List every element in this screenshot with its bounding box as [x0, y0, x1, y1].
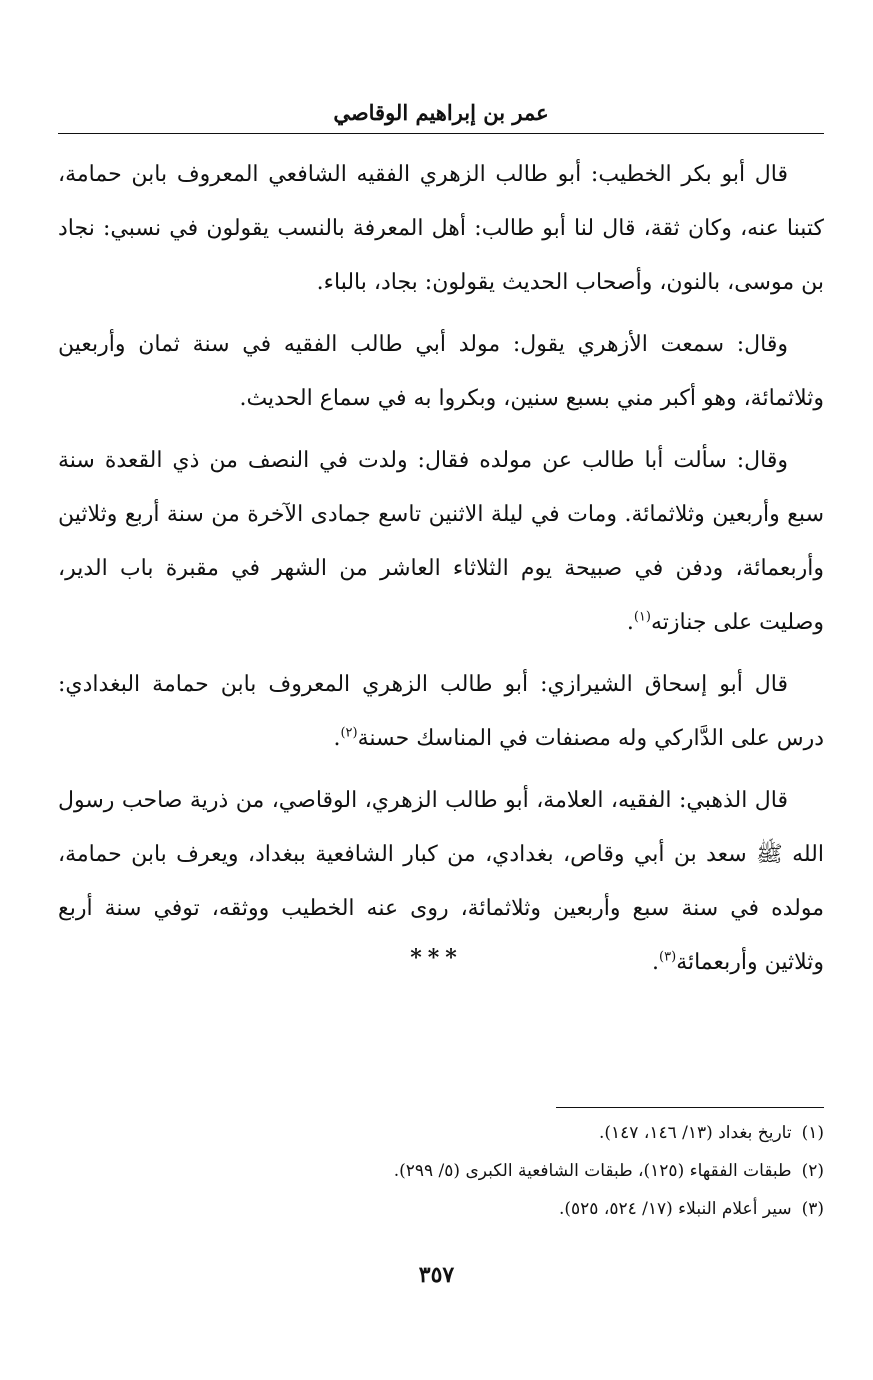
footnotes: [58, 1116, 824, 1230]
footnote-text: سير أعلام النبلاء (١٧/ ٥٢٤، ٥٢٥).: [558, 1199, 792, 1219]
header-rule: [58, 133, 824, 134]
paragraph-shirazi: [58, 658, 824, 766]
footnote-2: [58, 1154, 824, 1188]
paragraph-khatib: [58, 148, 824, 310]
paragraph-birth-death: [58, 434, 824, 650]
footnote-1: [58, 1116, 824, 1150]
footnote-number: (١): [801, 1123, 824, 1143]
footnote-number: (٢): [801, 1161, 824, 1181]
body-text: [58, 148, 824, 998]
footnote-3: [58, 1192, 824, 1226]
footnote-number: (٣): [801, 1199, 824, 1219]
paragraph-azhari: [58, 318, 824, 426]
footnote-reference-1[interactable]: (١): [633, 609, 651, 625]
paragraph-text: قال أبو إسحاق الشيرازي: أبو طالب الزهري المعروف بابن حمامة البغدادي: درس على الدَّاركي وله مصنفات في المناسك حسنة: [58, 672, 824, 751]
paragraph-tail: .: [626, 610, 634, 635]
paragraph-text: قال الذهبي: الفقيه، العلامة، أبو طالب الزهري، الوقاصي، من ذرية صاحب رسول الله ﷺ سعد بن أبي وقاص، بغدادي، من كبار الشافعية ببغداد، ويعرف بابن حمامة، مولده في سنة سبع وأربعين وثلاثمائة، روى عنه الخطيب ووثقه، توفي سنة أربع وثلاثين وأربعمائة: [58, 788, 824, 975]
section-separator: ***: [410, 945, 463, 971]
footnote-reference-2[interactable]: (٢): [340, 725, 358, 741]
footnote-rule: [556, 1107, 824, 1108]
paragraph-tail: .: [652, 950, 660, 975]
footnote-text: طبقات الفقهاء (١٢٥)، طبقات الشافعية الكبرى (٥/ ٢٩٩).: [393, 1161, 792, 1181]
footnote-text: تاريخ بغداد (١٣/ ١٤٦، ١٤٧).: [599, 1123, 792, 1143]
footnote-reference-3[interactable]: (٣): [659, 949, 677, 965]
paragraph-text: وقال: سمعت الأزهري يقول: مولد أبي طالب الفقيه في سنة ثمان وأربعين وثلاثمائة، وهو أكبر مني بسبع سنين، وبكروا به في سماع الحديث.: [58, 332, 824, 411]
paragraph-text: قال أبو بكر الخطيب: أبو طالب الزهري الفقيه الشافعي المعروف بابن حمامة، كتبنا عنه، وكان ثقة، قال لنا أبو طالب: أهل المعرفة بالنسب يقولون في نسبي: نجاد بن موسى، بالنون، وأصحاب الحديث يقولون: بجاد، بالباء.: [58, 162, 824, 295]
paragraph-text: وقال: سألت أبا طالب عن مولده فقال: ولدت في النصف من ذي القعدة سنة سبع وأربعين وثلاثمائة. ومات في ليلة الاثنين تاسع جمادى الآخرة من سنة أربع وثلاثين وأربعمائة، ودفن في صبيحة يوم الثلاثاء العاشر من الشهر في مقبرة باب الدير، وصليت على جنازته: [58, 448, 824, 635]
paragraph-tail: .: [333, 726, 341, 751]
page-number: ٣٥٧: [418, 1262, 455, 1288]
running-header: عمر بن إبراهيم الوقاصي: [333, 100, 549, 125]
